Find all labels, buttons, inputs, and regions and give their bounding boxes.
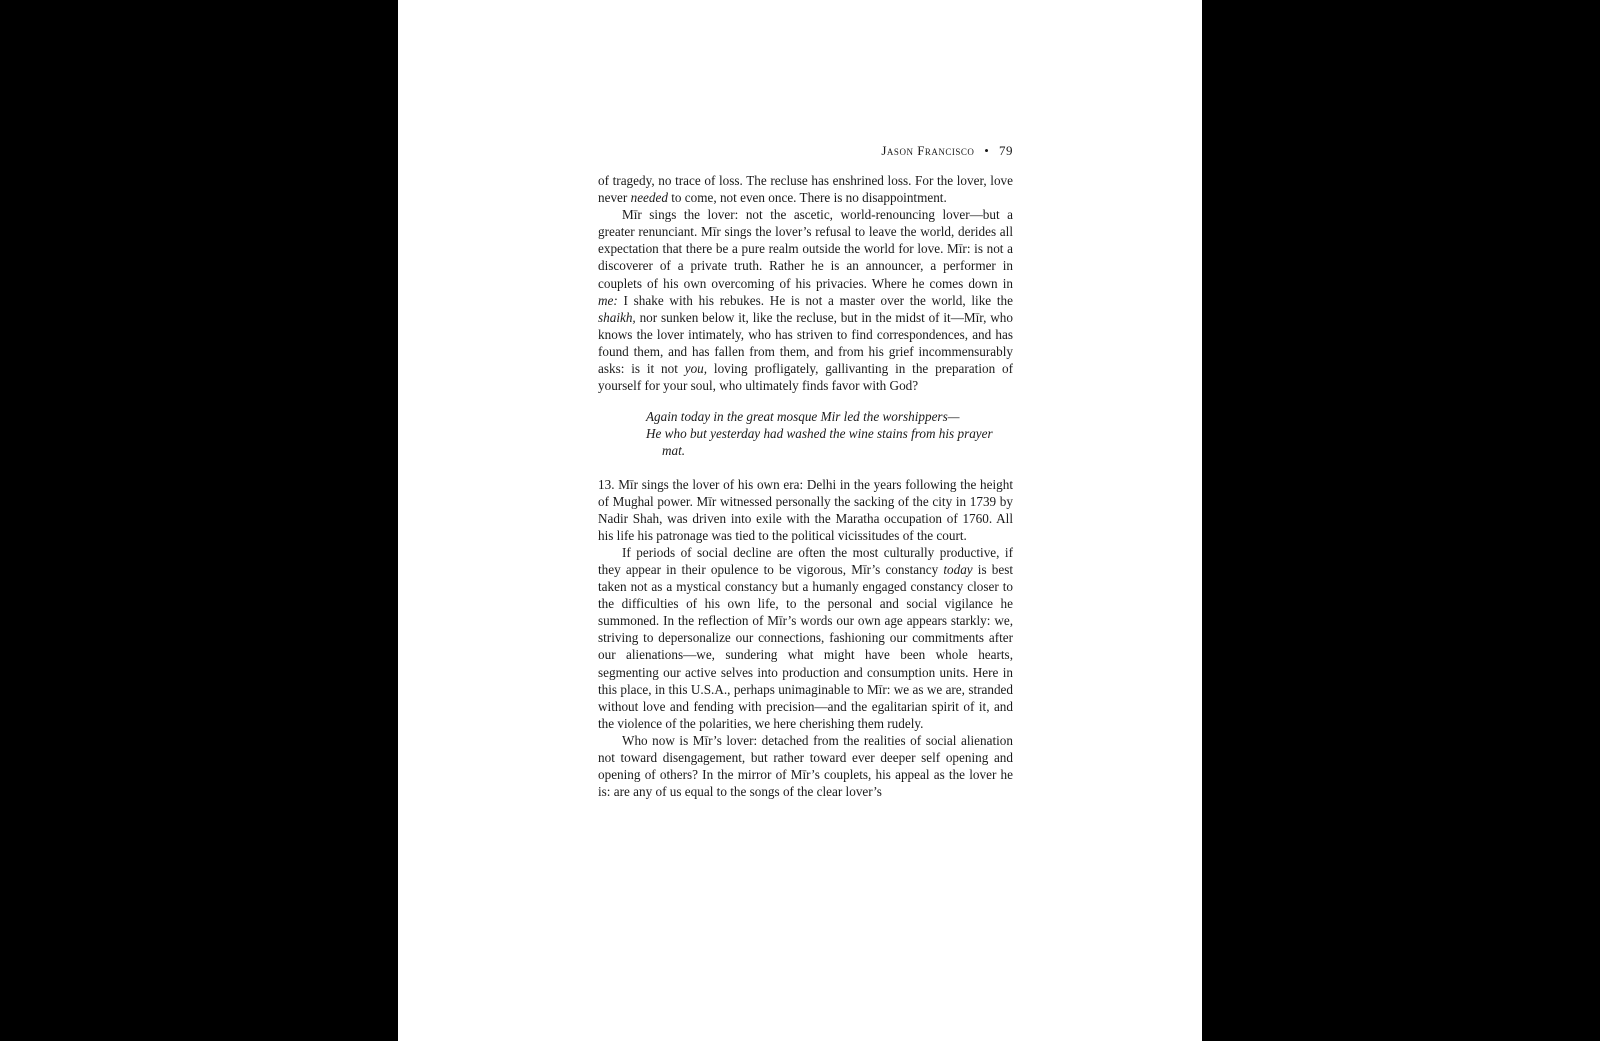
italic-text: today <box>943 561 973 577</box>
italic-text: needed <box>630 190 668 206</box>
text-run: 13. Mīr sings the lover of his own era: Delhi in the years following the height of Mughal power. Mīr witnessed personally the sacking of the city in 1739 by Nadir Shah, was driven into exile with the Maratha occupation of 1760. All his life his patronage was tied to the political vicissitudes of the court. <box>598 476 1013 543</box>
paragraph-p5 <box>598 732 1013 800</box>
text-run: nor sunken below it, like the recluse, but in the midst of it—Mīr, who knows the lover intimately, who has striven to find correspondences, and has found them, and has fallen from them, and from his grief incommensurably asks: is it not <box>598 309 1013 377</box>
italic-text: shaikh, <box>598 309 636 325</box>
text-run: to come, not even once. There is no disappointment. <box>667 190 947 206</box>
running-head <box>598 142 1013 160</box>
italic-text: you, <box>684 361 708 377</box>
paragraphs-after-verse <box>598 476 1013 801</box>
paragraph-p3 <box>598 476 1013 544</box>
text-run: Who now is Mīr’s lover: detached from the realities of social alienation not toward disengagement, but rather toward ever deeper self opening and opening of others? In the mirror of Mīr’s couplets, his appeal as the lover he is: are any of us equal to the songs of the clear lover’s <box>598 732 1013 800</box>
text-run: If periods of social decline are often the most culturally productive, if they appear in their opulence to be vigorous, Mīr’s constancy <box>598 544 1013 577</box>
verse-quotation <box>646 408 1013 459</box>
text-run: loving profligately, gallivanting in the preparation of yourself for your soul, who ultimately finds favor with God? <box>598 361 1013 394</box>
paragraph-p1 <box>598 172 1013 206</box>
page-number: 79 <box>999 143 1013 158</box>
verse-line-1: Again today in the great mosque Mir led the worshippers— <box>646 409 960 425</box>
running-head-author: Jason Francisco <box>881 143 975 158</box>
italic-text: me: <box>598 292 618 308</box>
paragraph-p2 <box>598 206 1013 394</box>
text-run: Mīr sings the lover: not the ascetic, world-renouncing lover—but a greater renunciant. Mīr sings the lover’s refusal to leave the world, derides all expectation that there be a pure realm outside the world for love. Mīr: is not a discoverer of a private truth. Rather he is an announcer, a performer in couplets of his own overcoming of his privacies. Where he comes down in <box>598 207 1013 291</box>
text-run: is best taken not as a mystical constancy but a humanly engaged constancy closer to the difficulties of his own life, to the personal and social vigilance he summoned. In the reflection of Mīr’s words our own age appears starkly: we, striving to depersonalize our connections, fashioning our commitments after our alienations—we, sundering what might have been whole hearts, segmenting our active selves into production and consumption units. Here in this place, in this U.S.A., perhaps unimaginable to Mīr: we as we are, stranded without love and fending with precision—and the egalitarian spirit of it, and the violence of the polarities, we here cherishing them rudely. <box>598 561 1013 731</box>
paragraphs-before-verse <box>598 172 1013 394</box>
page-text-block <box>598 142 1013 800</box>
book-page <box>398 0 1202 1041</box>
running-head-separator: • <box>984 143 990 158</box>
text-run: I shake with his rebukes. He is not a master over the world, like the <box>617 292 1013 308</box>
verse-line-2: He who but yesterday had washed the wine stains from his prayer <box>646 426 993 442</box>
verse-line-2-turnover: mat. <box>662 443 686 459</box>
paragraph-p4 <box>598 544 1013 732</box>
text-run: of tragedy, no trace of loss. The recluse has enshrined loss. For the lover, love never <box>598 173 1013 206</box>
